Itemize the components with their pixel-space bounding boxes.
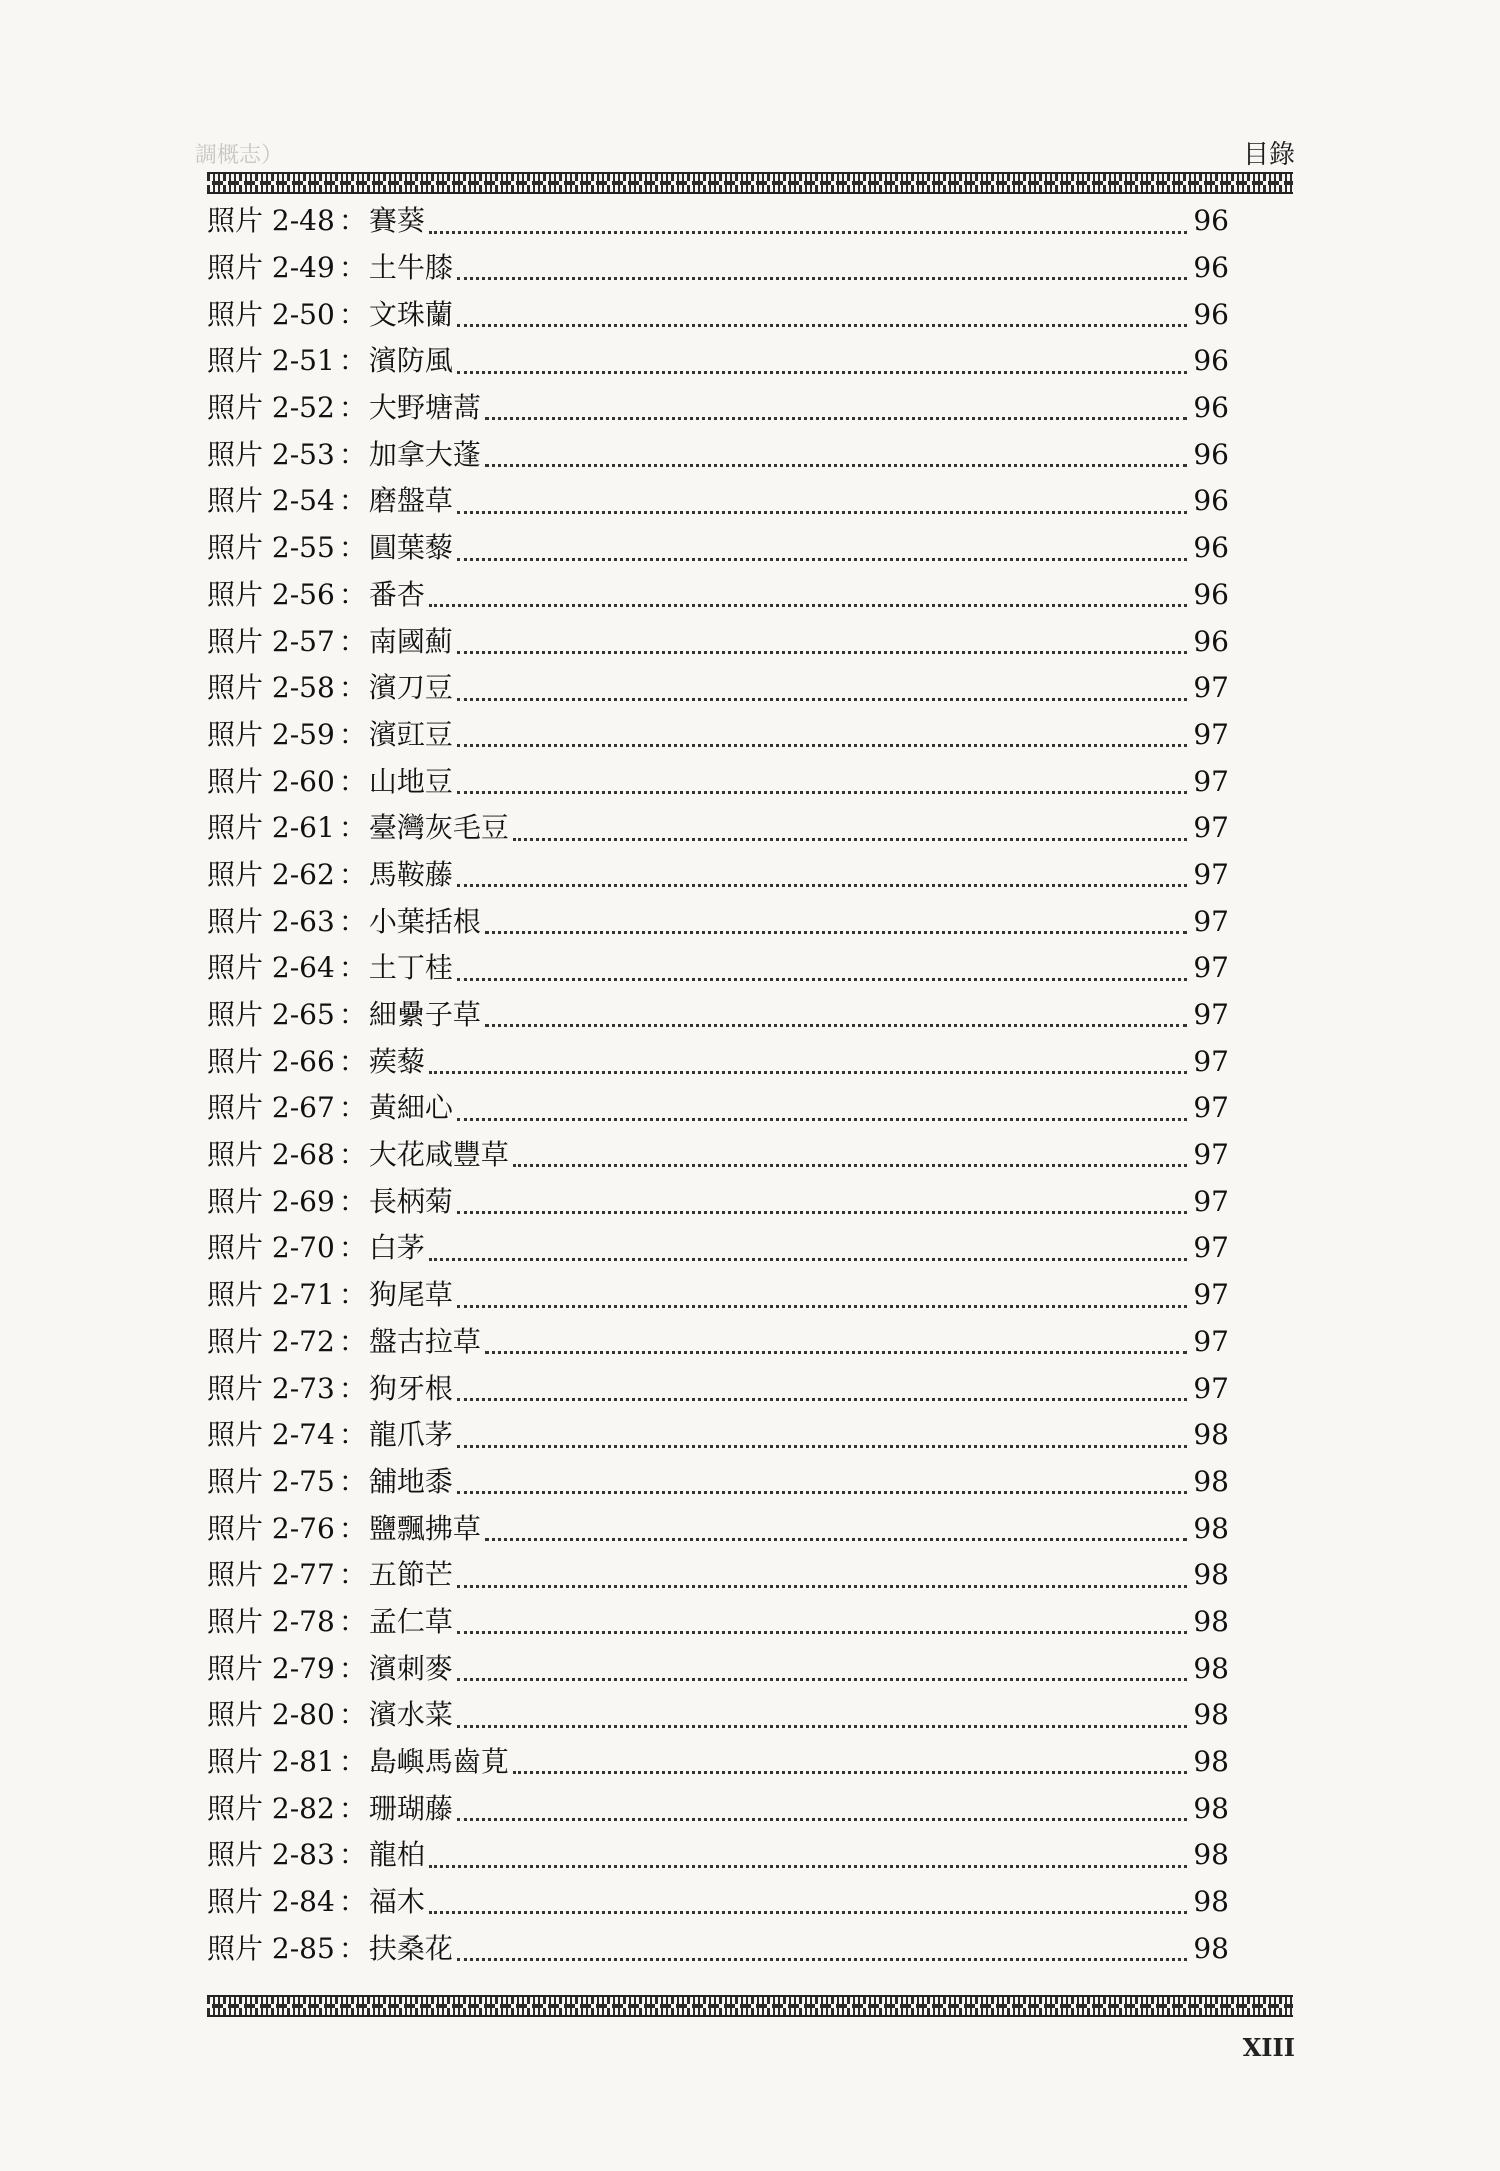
toc-entry-title: 文珠蘭: [368, 297, 453, 331]
toc-dot-leader: [457, 884, 1187, 887]
toc-entry-page: 98: [1193, 1464, 1229, 1498]
toc-entry-separator: ：: [338, 1371, 367, 1405]
toc-dot-leader: [485, 1351, 1187, 1354]
page-number: XIII: [1242, 2033, 1295, 2062]
toc-entry-page: 96: [1193, 531, 1229, 565]
toc-entry-title: 大野塘蒿: [368, 391, 481, 425]
toc-entry-label: 照片 2-48: [207, 204, 335, 238]
toc-entry[interactable]: [207, 1178, 1229, 1225]
toc-entry[interactable]: [207, 198, 1229, 245]
toc-dot-leader: [429, 231, 1187, 234]
toc-entry-label: 照片 2-59: [207, 717, 335, 751]
header-bleed-text: 調概志）: [195, 143, 284, 168]
toc-entry[interactable]: [207, 1272, 1229, 1319]
toc-entry[interactable]: [207, 945, 1229, 992]
toc-entry-title: 五節芒: [368, 1558, 453, 1592]
toc-entry-separator: ：: [338, 1091, 367, 1125]
toc-dot-leader: [513, 1164, 1187, 1167]
toc-entry-label: 照片 2-67: [207, 1091, 335, 1125]
toc-entry-separator: ：: [338, 1418, 367, 1452]
toc-entry-title: 白茅: [368, 1231, 425, 1265]
toc-entry-separator: ：: [338, 998, 367, 1032]
toc-entry-page: 97: [1193, 1324, 1229, 1358]
toc-entry-separator: ：: [338, 1324, 367, 1358]
toc-entry-label: 照片 2-80: [207, 1698, 335, 1732]
toc-entry-page: 98: [1193, 1698, 1229, 1732]
toc-entry[interactable]: [207, 712, 1229, 759]
toc-entry-label: 照片 2-62: [207, 857, 335, 891]
toc-entry-label: 照片 2-68: [207, 1138, 335, 1172]
toc-entry-separator: ：: [338, 1885, 367, 1919]
toc-entry-separator: ：: [338, 1698, 367, 1732]
toc-entry-title: 土丁桂: [368, 951, 453, 985]
toc-entry-separator: ：: [338, 1791, 367, 1825]
toc-entry-separator: ：: [338, 297, 367, 331]
toc-entry[interactable]: [207, 1225, 1229, 1272]
toc-dot-leader: [457, 744, 1187, 747]
toc-entry-page: 97: [1193, 764, 1229, 798]
toc-entry-page: 98: [1193, 1791, 1229, 1825]
toc-entry[interactable]: [207, 1692, 1229, 1739]
toc-entry-label: 照片 2-50: [207, 297, 335, 331]
toc-entry-label: 照片 2-57: [207, 624, 335, 658]
toc-entry-label: 照片 2-66: [207, 1044, 335, 1078]
toc-dot-leader: [457, 1211, 1187, 1214]
toc-entry-title: 濱刀豆: [368, 671, 453, 705]
toc-entry[interactable]: [207, 1365, 1229, 1412]
toc-dot-leader: [429, 1258, 1187, 1261]
toc-entry[interactable]: [207, 1132, 1229, 1179]
toc-entry-title: 舖地黍: [368, 1464, 453, 1498]
toc-dot-leader: [457, 371, 1187, 374]
toc-entry-separator: ：: [338, 1558, 367, 1592]
toc-entry-page: 97: [1193, 951, 1229, 985]
toc-entry-label: 照片 2-49: [207, 251, 335, 285]
toc-entry-label: 照片 2-73: [207, 1371, 335, 1405]
toc-entry-title: 扶桑花: [368, 1931, 453, 1965]
toc-entry[interactable]: [207, 898, 1229, 945]
toc-entry[interactable]: [207, 618, 1229, 665]
toc-entry-title: 賽葵: [368, 204, 425, 238]
toc-entry-separator: ：: [338, 811, 367, 845]
toc-dot-leader: [485, 1538, 1187, 1541]
toc-dot-leader: [457, 1118, 1187, 1121]
toc-entry-page: 97: [1193, 998, 1229, 1032]
toc-entry-title: 龍柏: [368, 1838, 425, 1872]
toc-entry[interactable]: [207, 572, 1229, 619]
toc-entry-title: 盤古拉草: [368, 1324, 481, 1358]
toc-entry[interactable]: [207, 1319, 1229, 1366]
toc-entry-separator: ：: [338, 1604, 367, 1638]
toc-entry[interactable]: [207, 385, 1229, 432]
toc-entry-title: 福木: [368, 1885, 425, 1919]
toc-entry[interactable]: [207, 1599, 1229, 1646]
toc-entry-title: 小葉括根: [368, 904, 481, 938]
toc-dot-leader: [457, 1818, 1187, 1821]
toc-dot-leader: [429, 604, 1187, 607]
toc-entry-page: 96: [1193, 344, 1229, 378]
page-header: [195, 134, 1295, 170]
toc-dot-leader: [457, 698, 1187, 701]
toc-dot-leader: [485, 931, 1187, 934]
toc-entry[interactable]: [207, 1832, 1229, 1879]
toc-entry[interactable]: [207, 1552, 1229, 1599]
toc-entry[interactable]: [207, 338, 1229, 385]
toc-entry-title: 圓葉藜: [368, 531, 453, 565]
toc-entry-page: 97: [1193, 1184, 1229, 1218]
toc-entry-label: 照片 2-70: [207, 1231, 335, 1265]
toc-dot-leader: [457, 1305, 1187, 1308]
toc-entry-separator: ：: [338, 251, 367, 285]
toc-entry-page: 96: [1193, 484, 1229, 518]
toc-entry-page: 98: [1193, 1511, 1229, 1545]
top-decorative-border: [207, 172, 1293, 194]
toc-entry-title: 狗牙根: [368, 1371, 453, 1405]
toc-entry-label: 照片 2-83: [207, 1838, 335, 1872]
toc-dot-leader: [457, 277, 1187, 280]
toc-entry-label: 照片 2-58: [207, 671, 335, 705]
toc-entry-label: 照片 2-55: [207, 531, 335, 565]
toc-entry-page: 97: [1193, 717, 1229, 751]
toc-entry-separator: ：: [338, 951, 367, 985]
toc-entry-separator: ：: [338, 1511, 367, 1545]
toc-entry-title: 孟仁草: [368, 1604, 453, 1638]
toc-dot-leader: [485, 1024, 1187, 1027]
toc-dot-leader: [457, 558, 1187, 561]
toc-entry-title: 濱水菜: [368, 1698, 453, 1732]
toc-entry-separator: ：: [338, 904, 367, 938]
toc-entry-label: 照片 2-60: [207, 764, 335, 798]
toc-entry-page: 97: [1193, 1278, 1229, 1312]
toc-entry-label: 照片 2-85: [207, 1931, 335, 1965]
toc-entry-title: 細纍子草: [368, 998, 481, 1032]
toc-entry-page: 98: [1193, 1838, 1229, 1872]
toc-entry-separator: ：: [338, 1044, 367, 1078]
toc-dot-leader: [513, 838, 1187, 841]
toc-entry-title: 土牛膝: [368, 251, 453, 285]
toc-entry-page: 97: [1193, 811, 1229, 845]
toc-entry-title: 南國薊: [368, 624, 453, 658]
toc-entry-separator: ：: [338, 857, 367, 891]
toc-entry-label: 照片 2-53: [207, 437, 335, 471]
toc-entry-page: 97: [1193, 671, 1229, 705]
toc-entry-label: 照片 2-65: [207, 998, 335, 1032]
toc-entry[interactable]: [207, 1459, 1229, 1506]
toc-entry-separator: ：: [338, 1184, 367, 1218]
toc-entry-title: 龍爪茅: [368, 1418, 453, 1452]
toc-entry-separator: ：: [338, 344, 367, 378]
toc-entry-title: 長柄菊: [368, 1184, 453, 1218]
toc-entry-page: 98: [1193, 1651, 1229, 1685]
toc-entry-title: 黃細心: [368, 1091, 453, 1125]
toc-entry-label: 照片 2-54: [207, 484, 335, 518]
toc-entry-title: 番杏: [368, 577, 425, 611]
toc-entry-separator: ：: [338, 764, 367, 798]
toc-dot-leader: [485, 417, 1187, 420]
toc-entry-title: 磨盤草: [368, 484, 453, 518]
toc-entry-page: 96: [1193, 391, 1229, 425]
toc-entry-page: 97: [1193, 1371, 1229, 1405]
toc-dot-leader: [457, 1491, 1187, 1494]
toc-entry-label: 照片 2-69: [207, 1184, 335, 1218]
toc-entry-page: 97: [1193, 1231, 1229, 1265]
toc-entry-page: 96: [1193, 437, 1229, 471]
toc-entry-page: 98: [1193, 1604, 1229, 1638]
toc-entry-label: 照片 2-78: [207, 1604, 335, 1638]
toc-dot-leader: [457, 1958, 1187, 1961]
toc-entry-page: 96: [1193, 624, 1229, 658]
toc-dot-leader: [485, 464, 1187, 467]
toc-entry-separator: ：: [338, 1231, 367, 1265]
toc-entry-page: 98: [1193, 1558, 1229, 1592]
toc-dot-leader: [457, 511, 1187, 514]
toc-entry[interactable]: [207, 1412, 1229, 1459]
toc-entry[interactable]: [207, 1645, 1229, 1692]
toc-entry[interactable]: [207, 665, 1229, 712]
toc-entry-page: 97: [1193, 1091, 1229, 1125]
toc-entry-label: 照片 2-72: [207, 1324, 335, 1358]
toc-entry[interactable]: [207, 1879, 1229, 1926]
toc-entry-label: 照片 2-51: [207, 344, 335, 378]
toc-entry[interactable]: [207, 525, 1229, 572]
toc-list: [207, 198, 1229, 1972]
toc-entry-separator: ：: [338, 1745, 367, 1779]
toc-entry-separator: ：: [338, 1838, 367, 1872]
toc-dot-leader: [457, 1631, 1187, 1634]
toc-entry-separator: ：: [338, 1464, 367, 1498]
toc-entry-title: 珊瑚藤: [368, 1791, 453, 1825]
toc-entry-page: 98: [1193, 1418, 1229, 1452]
toc-entry[interactable]: [207, 245, 1229, 292]
toc-entry-separator: ：: [338, 1931, 367, 1965]
toc-entry[interactable]: [207, 478, 1229, 525]
toc-dot-leader: [457, 1725, 1187, 1728]
toc-entry-label: 照片 2-76: [207, 1511, 335, 1545]
toc-entry-separator: ：: [338, 437, 367, 471]
toc-entry-separator: ：: [338, 1278, 367, 1312]
toc-entry[interactable]: [207, 992, 1229, 1039]
toc-dot-leader: [457, 978, 1187, 981]
toc-entry[interactable]: [207, 805, 1229, 852]
toc-entry-label: 照片 2-71: [207, 1278, 335, 1312]
toc-entry-title: 島嶼馬齒莧: [368, 1745, 509, 1779]
toc-entry[interactable]: [207, 1085, 1229, 1132]
toc-dot-leader: [457, 324, 1187, 327]
toc-entry-separator: ：: [338, 1651, 367, 1685]
toc-entry-label: 照片 2-77: [207, 1558, 335, 1592]
toc-entry-title: 濱豇豆: [368, 717, 453, 751]
toc-entry-page: 98: [1193, 1885, 1229, 1919]
toc-entry-page: 97: [1193, 1138, 1229, 1172]
toc-entry-separator: ：: [338, 624, 367, 658]
toc-dot-leader: [457, 1445, 1187, 1448]
toc-entry-page: 96: [1193, 297, 1229, 331]
toc-entry-page: 98: [1193, 1931, 1229, 1965]
toc-entry-label: 照片 2-81: [207, 1745, 335, 1779]
toc-entry-separator: ：: [338, 1138, 367, 1172]
toc-entry-page: 97: [1193, 1044, 1229, 1078]
toc-entry-label: 照片 2-75: [207, 1464, 335, 1498]
toc-entry-title: 鹽飄拂草: [368, 1511, 481, 1545]
toc-entry-page: 96: [1193, 577, 1229, 611]
toc-entry-page: 96: [1193, 204, 1229, 238]
toc-entry-separator: ：: [338, 204, 367, 238]
toc-dot-leader: [457, 1398, 1187, 1401]
toc-entry[interactable]: [207, 758, 1229, 805]
toc-entry-label: 照片 2-64: [207, 951, 335, 985]
toc-entry-title: 馬鞍藤: [368, 857, 453, 891]
toc-entry-label: 照片 2-84: [207, 1885, 335, 1919]
toc-entry-label: 照片 2-56: [207, 577, 335, 611]
toc-entry[interactable]: [207, 852, 1229, 899]
toc-entry-separator: ：: [338, 531, 367, 565]
toc-dot-leader: [457, 1585, 1187, 1588]
toc-dot-leader: [457, 1678, 1187, 1681]
toc-entry[interactable]: [207, 1505, 1229, 1552]
toc-entry-title: 臺灣灰毛豆: [368, 811, 509, 845]
toc-entry-title: 濱防風: [368, 344, 453, 378]
toc-entry-separator: ：: [338, 391, 367, 425]
toc-entry-separator: ：: [338, 717, 367, 751]
toc-entry-page: 98: [1193, 1745, 1229, 1779]
toc-entry-title: 濱刺麥: [368, 1651, 453, 1685]
toc-entry-page: 97: [1193, 857, 1229, 891]
toc-entry[interactable]: [207, 1925, 1229, 1972]
toc-entry-title: 狗尾草: [368, 1278, 453, 1312]
toc-entry-label: 照片 2-52: [207, 391, 335, 425]
toc-entry-title: 大花咸豐草: [368, 1138, 509, 1172]
toc-entry-separator: ：: [338, 484, 367, 518]
toc-entry[interactable]: [207, 291, 1229, 338]
toc-entry-label: 照片 2-79: [207, 1651, 335, 1685]
section-title: 目錄: [1242, 140, 1295, 170]
toc-entry[interactable]: [207, 431, 1229, 478]
toc-dot-leader: [457, 791, 1187, 794]
toc-entry-separator: ：: [338, 577, 367, 611]
toc-entry-title: 山地豆: [368, 764, 453, 798]
bottom-decorative-border: [207, 1995, 1293, 2017]
toc-entry-title: 加拿大蓬: [368, 437, 481, 471]
toc-entry-label: 照片 2-63: [207, 904, 335, 938]
toc-dot-leader: [513, 1771, 1187, 1774]
toc-entry-label: 照片 2-74: [207, 1418, 335, 1452]
toc-entry[interactable]: [207, 1785, 1229, 1832]
toc-dot-leader: [457, 651, 1187, 654]
toc-entry-page: 96: [1193, 251, 1229, 285]
toc-dot-leader: [429, 1911, 1187, 1914]
toc-entry[interactable]: [207, 1038, 1229, 1085]
toc-entry-title: 蒺藜: [368, 1044, 425, 1078]
toc-entry-label: 照片 2-82: [207, 1791, 335, 1825]
toc-entry[interactable]: [207, 1739, 1229, 1786]
toc-dot-leader: [429, 1865, 1187, 1868]
toc-entry-page: 97: [1193, 904, 1229, 938]
toc-entry-label: 照片 2-61: [207, 811, 335, 845]
toc-dot-leader: [429, 1071, 1187, 1074]
toc-entry-separator: ：: [338, 671, 367, 705]
